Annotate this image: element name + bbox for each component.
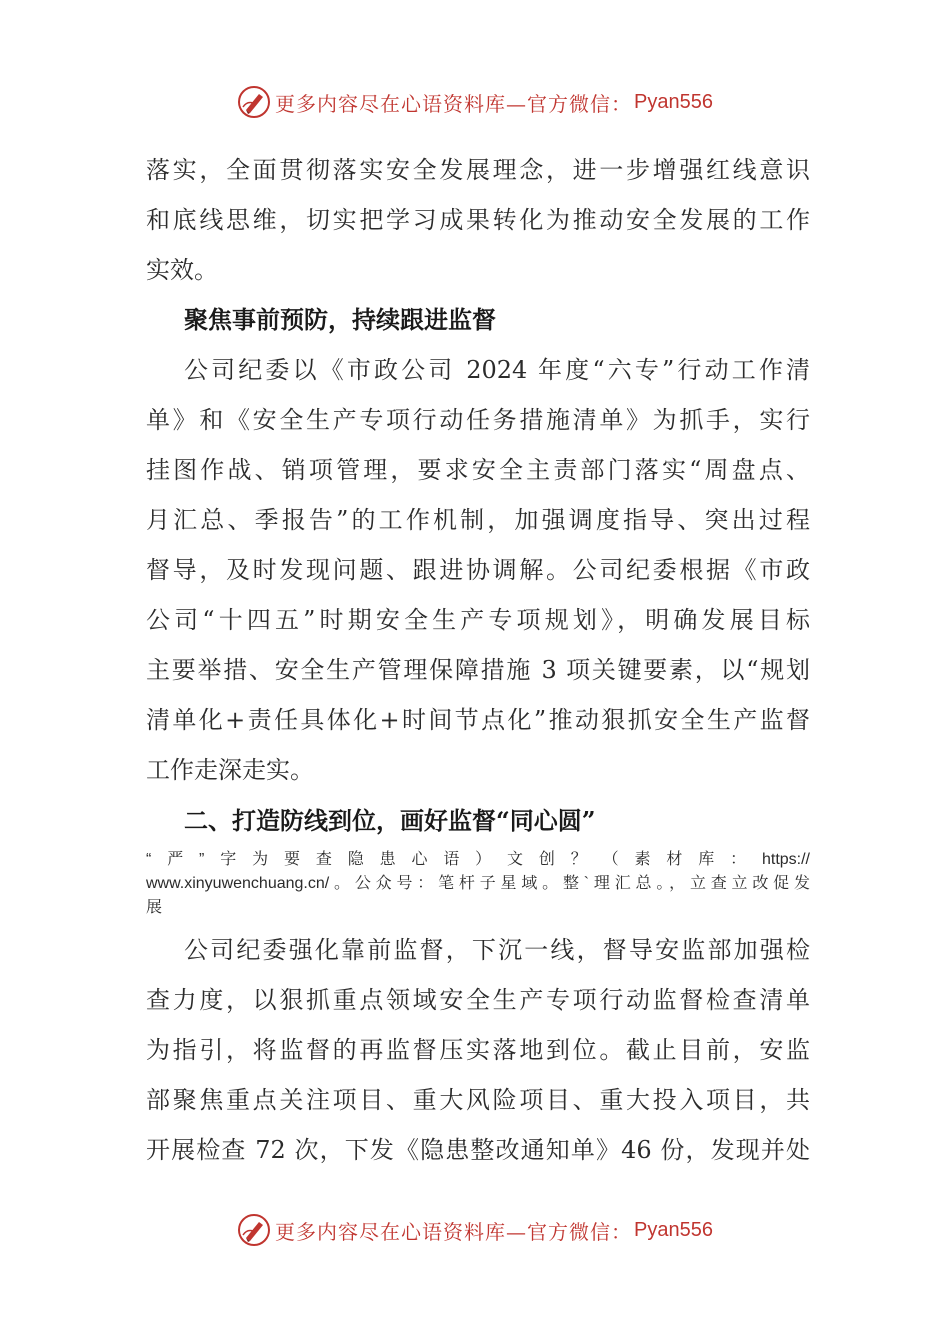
body-line: 公司“十四五”时期安全生产专项规划》，明确发展目标 bbox=[146, 606, 810, 634]
body-line: 落实，全面贯彻落实安全发展理念，进一步增强红线意识 bbox=[146, 156, 810, 184]
body-line: 督导，及时发现问题、跟进协调解。公司纪委根据《市政 bbox=[146, 556, 810, 584]
header-watermark-text: 更多内容尽在心语资料库—官方微信： bbox=[275, 91, 633, 116]
section-heading: 聚焦事前预防，持续跟进监督 bbox=[184, 305, 496, 334]
body-line: 为指引，将监督的再监督压实落地到位。截止目前，安监 bbox=[146, 1036, 810, 1064]
header-watermark bbox=[0, 80, 950, 124]
inserted-note-line: www.xinyuwenchuang.cn/。公众号：笔杆子星域。整`理汇总。，立查立改促发 bbox=[146, 875, 810, 892]
footer-watermark bbox=[0, 1208, 950, 1252]
body-line: 部聚焦重点关注项目、重大风险项目、重大投入项目，共 bbox=[146, 1086, 810, 1114]
body-line: 开展检查 72 次，下发《隐患整改通知单》46 份，发现并处 bbox=[146, 1136, 810, 1164]
inserted-note-line: 展 bbox=[146, 899, 163, 916]
body-line: 工作走深走实。 bbox=[146, 756, 314, 784]
body-line: 主要举措、安全生产管理保障措施 3 项关键要素，以“规划 bbox=[146, 656, 810, 684]
header-watermark-id: Pyan556 bbox=[634, 90, 713, 113]
inserted-note-line: “严”字为要查隐患心语）文创？（素材库：https:// bbox=[146, 851, 810, 868]
body-line: 挂图作战、销项管理，要求安全主责部门落实“周盘点、 bbox=[146, 456, 810, 484]
body-line: 查力度，以狠抓重点领域安全生产专项行动监督检查清单 bbox=[146, 986, 810, 1014]
pen-logo-icon bbox=[237, 85, 271, 119]
section-heading: 二、打造防线到位，画好监督“同心圆” bbox=[184, 806, 596, 835]
body-line: 和底线思维，切实把学习成果转化为推动安全发展的工作 bbox=[146, 206, 810, 234]
footer-watermark-text: 更多内容尽在心语资料库—官方微信： bbox=[275, 1219, 633, 1244]
body-line: 单》和《安全生产专项行动任务措施清单》为抓手，实行 bbox=[146, 406, 810, 434]
body-line: 清单化+责任具体化+时间节点化”推动狠抓安全生产监督 bbox=[146, 706, 810, 734]
pen-logo-icon bbox=[237, 1213, 271, 1247]
body-line: 公司纪委以《市政公司 2024 年度“六专”行动工作清 bbox=[184, 356, 810, 384]
body-line: 公司纪委强化靠前监督，下沉一线，督导安监部加强检 bbox=[184, 936, 810, 964]
footer-watermark-id: Pyan556 bbox=[634, 1218, 713, 1241]
body-line: 月汇总、季报告”的工作机制，加强调度指导、突出过程 bbox=[146, 506, 810, 534]
body-line: 实效。 bbox=[146, 256, 218, 284]
